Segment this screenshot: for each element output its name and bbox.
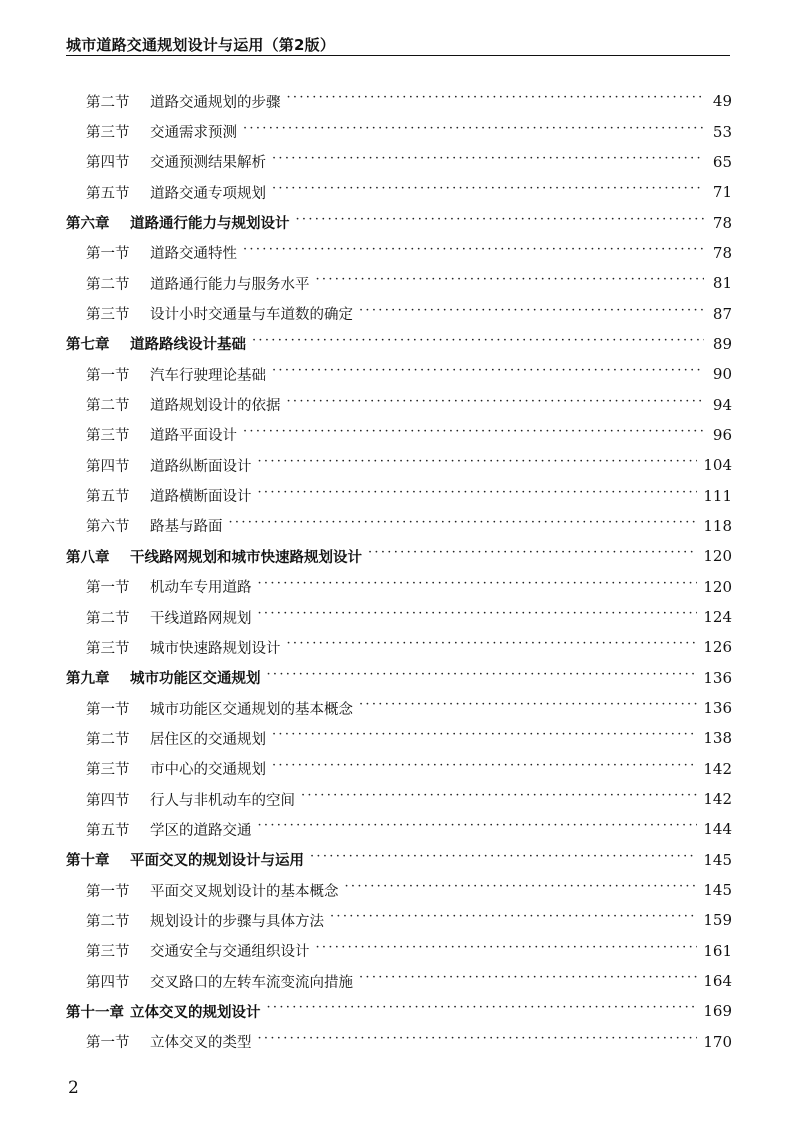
chapter-title: 道路通行能力与规划设计: [130, 216, 290, 233]
toc-entry-label: [86, 182, 266, 203]
dot-leader: [359, 307, 704, 321]
dot-leader: [301, 792, 697, 806]
dot-leader: [359, 974, 697, 988]
dot-leader: [267, 671, 698, 685]
dot-leader: [287, 398, 705, 412]
chapter-title: 城市功能区交通规划: [130, 671, 261, 688]
page-ref: 170: [703, 1032, 732, 1051]
chapter-title: 干线路网规划和城市快速路规划设计: [130, 549, 362, 566]
section-number: 第四节: [86, 458, 130, 475]
toc-section-row[interactable]: [66, 298, 732, 328]
book-title: 城市道路交通规划设计与运用（第2版）: [66, 36, 336, 54]
toc-entry-label: [86, 758, 266, 779]
toc-entry-label: [86, 273, 310, 294]
toc-entry-label: [86, 789, 295, 810]
section-title: 交通预测结果解析: [150, 155, 266, 172]
page-header: [66, 34, 730, 56]
dot-leader: [272, 731, 697, 745]
section-title: 交叉路口的左转车流变流向措施: [150, 974, 353, 991]
toc-section-row[interactable]: [66, 1027, 732, 1057]
dot-leader: [316, 276, 705, 290]
section-title: 道路通行能力与服务水平: [150, 276, 310, 293]
toc-entry-label: [86, 485, 252, 506]
section-title: 城市快速路规划设计: [150, 640, 281, 657]
toc-section-row[interactable]: [66, 572, 732, 602]
page-ref: 111: [703, 486, 732, 505]
section-number: 第五节: [86, 822, 130, 839]
section-number: 第二节: [86, 731, 130, 748]
table-of-contents: [66, 86, 732, 1057]
page-ref: 87: [712, 304, 732, 323]
toc-section-row[interactable]: [66, 905, 732, 935]
section-title: 市中心的交通规划: [150, 762, 266, 779]
section-title: 道路横断面设计: [150, 489, 252, 506]
section-number: 第二节: [86, 610, 130, 627]
dot-leader: [243, 428, 704, 442]
toc-section-row[interactable]: [66, 966, 732, 996]
toc-section-row[interactable]: [66, 480, 732, 510]
dot-leader: [229, 519, 698, 533]
chapter-number: 第六章: [66, 216, 110, 233]
section-title: 交通安全与交通组织设计: [150, 944, 310, 961]
dot-leader: [258, 610, 698, 624]
toc-entry-label: [86, 940, 310, 961]
page-ref: 78: [712, 213, 732, 232]
page-ref: 65: [712, 152, 732, 171]
toc-entry-label: [66, 333, 246, 354]
toc-chapter-row[interactable]: [66, 845, 732, 875]
section-number: 第一节: [86, 580, 130, 597]
dot-leader: [272, 762, 697, 776]
toc-section-row[interactable]: [66, 450, 732, 480]
toc-section-row[interactable]: [66, 602, 732, 632]
toc-section-row[interactable]: [66, 359, 732, 389]
section-title: 道路纵断面设计: [150, 458, 252, 475]
section-title: 平面交叉规划设计的基本概念: [150, 883, 339, 900]
dot-leader: [368, 549, 697, 563]
section-number: 第四节: [86, 155, 130, 172]
toc-entry-label: [86, 971, 353, 992]
section-number: 第二节: [86, 398, 130, 415]
dot-leader: [258, 1035, 698, 1049]
toc-section-row[interactable]: [66, 268, 732, 298]
section-number: 第四节: [86, 974, 130, 991]
section-number: 第三节: [86, 640, 130, 657]
section-title: 交通需求预测: [150, 125, 237, 142]
toc-entry-label: [86, 364, 266, 385]
toc-entry-label: [86, 698, 353, 719]
toc-entry-label: [86, 819, 252, 840]
section-title: 立体交叉的类型: [150, 1035, 252, 1052]
page-number: 2: [68, 1078, 79, 1098]
section-number: 第五节: [86, 489, 130, 506]
page-ref: 120: [703, 577, 732, 596]
toc-chapter-row[interactable]: [66, 996, 732, 1026]
section-title: 机动车专用道路: [150, 580, 252, 597]
toc-section-row[interactable]: [66, 389, 732, 419]
section-number: 第一节: [86, 246, 130, 263]
header-rule: [66, 55, 730, 56]
toc-entry-label: [86, 455, 252, 476]
section-number: 第一节: [86, 1035, 130, 1052]
page-ref: 144: [703, 820, 732, 839]
dot-leader: [252, 337, 704, 351]
chapter-number: 第八章: [66, 549, 110, 566]
toc-entry-label: [66, 546, 362, 567]
page-ref: 90: [712, 365, 732, 384]
toc-section-row[interactable]: [66, 632, 732, 662]
toc-entry-label: [86, 880, 339, 901]
dot-leader: [316, 944, 698, 958]
toc-section-row[interactable]: [66, 238, 732, 268]
chapter-number: 第十章: [66, 853, 110, 870]
toc-entry-label: [86, 91, 281, 112]
toc-section-row[interactable]: [66, 177, 732, 207]
page-ref: 78: [712, 243, 732, 262]
dot-leader: [296, 216, 705, 230]
chapter-number: 第九章: [66, 671, 110, 688]
section-number: 第三节: [86, 307, 130, 324]
page-ref: 142: [703, 759, 732, 778]
chapter-number: 第十一章: [66, 1004, 124, 1021]
section-title: 居住区的交通规划: [150, 731, 266, 748]
section-number: 第三节: [86, 428, 130, 445]
section-title: 设计小时交通量与车道数的确定: [150, 307, 353, 324]
page-ref: 136: [703, 699, 732, 718]
section-number: 第二节: [86, 94, 130, 111]
page-ref: 120: [703, 547, 732, 566]
toc-entry-label: [86, 637, 281, 658]
dot-leader: [258, 822, 698, 836]
dot-leader: [287, 640, 698, 654]
section-number: 第四节: [86, 792, 130, 809]
dot-leader: [272, 185, 704, 199]
toc-chapter-row[interactable]: [66, 207, 732, 237]
toc-section-row[interactable]: [66, 116, 732, 146]
page-ref: 71: [712, 183, 732, 202]
page-ref: 161: [703, 941, 732, 960]
page-ref: 53: [712, 122, 732, 141]
toc-entry-label: [86, 1031, 252, 1052]
toc-entry-label: [66, 1001, 261, 1022]
toc-entry-label: [86, 576, 252, 597]
section-title: 行人与非机动车的空间: [150, 792, 295, 809]
page-ref: 169: [703, 1002, 732, 1021]
section-title: 汽车行驶理论基础: [150, 367, 266, 384]
toc-entry-label: [86, 303, 353, 324]
page-ref: 145: [703, 850, 732, 869]
section-title: 规划设计的步骤与具体方法: [150, 913, 324, 930]
toc-chapter-row[interactable]: [66, 329, 732, 359]
toc-section-row[interactable]: [66, 754, 732, 784]
dot-leader: [330, 913, 697, 927]
page-ref: 49: [712, 92, 732, 111]
toc-section-row[interactable]: [66, 420, 732, 450]
page-ref: 159: [703, 911, 732, 930]
toc-section-row[interactable]: [66, 723, 732, 753]
page-ref: 126: [703, 638, 732, 657]
page-ref: 164: [703, 972, 732, 991]
page-ref: 81: [712, 274, 732, 293]
section-title: 道路交通规划的步骤: [150, 94, 281, 111]
toc-entry-label: [86, 242, 237, 263]
toc-entry-label: [86, 515, 223, 536]
toc-entry-label: [86, 151, 266, 172]
page-ref: 89: [712, 334, 732, 353]
dot-leader: [267, 1004, 698, 1018]
dot-leader: [272, 367, 704, 381]
page-ref: 104: [703, 456, 732, 475]
toc-entry-label: [86, 394, 281, 415]
toc-section-row[interactable]: [66, 147, 732, 177]
chapter-number: 第七章: [66, 337, 110, 354]
toc-section-row[interactable]: [66, 814, 732, 844]
chapter-title: 立体交叉的规划设计: [130, 1004, 261, 1021]
dot-leader: [243, 125, 704, 139]
dot-leader: [345, 883, 698, 897]
section-number: 第三节: [86, 762, 130, 779]
section-title: 道路平面设计: [150, 428, 237, 445]
page-ref: 94: [712, 395, 732, 414]
toc-section-row[interactable]: [66, 784, 732, 814]
toc-section-row[interactable]: [66, 875, 732, 905]
section-title: 道路规划设计的依据: [150, 398, 281, 415]
section-number: 第三节: [86, 125, 130, 142]
toc-entry-label: [66, 667, 261, 688]
section-number: 第一节: [86, 367, 130, 384]
page-ref: 138: [703, 729, 732, 748]
section-title: 路基与路面: [150, 519, 223, 536]
section-number: 第六节: [86, 519, 130, 536]
section-title: 干线道路网规划: [150, 610, 252, 627]
page-ref: 136: [703, 668, 732, 687]
section-title: 城市功能区交通规划的基本概念: [150, 701, 353, 718]
page-ref: 142: [703, 790, 732, 809]
toc-chapter-row[interactable]: [66, 541, 732, 571]
dot-leader: [287, 94, 705, 108]
section-number: 第一节: [86, 883, 130, 900]
section-number: 第一节: [86, 701, 130, 718]
dot-leader: [258, 580, 698, 594]
toc-entry-label: [86, 424, 237, 445]
section-title: 道路交通特性: [150, 246, 237, 263]
dot-leader: [243, 246, 704, 260]
dot-leader: [272, 155, 704, 169]
chapter-title: 平面交叉的规划设计与运用: [130, 853, 304, 870]
toc-entry-label: [86, 910, 324, 931]
section-title: 道路交通专项规划: [150, 185, 266, 202]
dot-leader: [310, 853, 697, 867]
section-number: 第三节: [86, 944, 130, 961]
page-ref: 118: [703, 516, 732, 535]
dot-leader: [258, 489, 698, 503]
dot-leader: [359, 701, 697, 715]
toc-section-row[interactable]: [66, 86, 732, 116]
page-ref: 124: [703, 608, 732, 627]
page-ref: 145: [703, 881, 732, 900]
section-number: 第二节: [86, 276, 130, 293]
section-number: 第五节: [86, 185, 130, 202]
section-number: 第二节: [86, 913, 130, 930]
toc-entry-label: [66, 212, 290, 233]
toc-entry-label: [86, 728, 266, 749]
toc-entry-label: [86, 607, 252, 628]
toc-section-row[interactable]: [66, 511, 732, 541]
section-title: 学区的道路交通: [150, 822, 252, 839]
toc-section-row[interactable]: [66, 693, 732, 723]
chapter-title: 道路路线设计基础: [130, 337, 246, 354]
toc-entry-label: [66, 849, 304, 870]
dot-leader: [258, 458, 698, 472]
toc-chapter-row[interactable]: [66, 663, 732, 693]
toc-entry-label: [86, 121, 237, 142]
page-ref: 96: [712, 425, 732, 444]
toc-section-row[interactable]: [66, 936, 732, 966]
